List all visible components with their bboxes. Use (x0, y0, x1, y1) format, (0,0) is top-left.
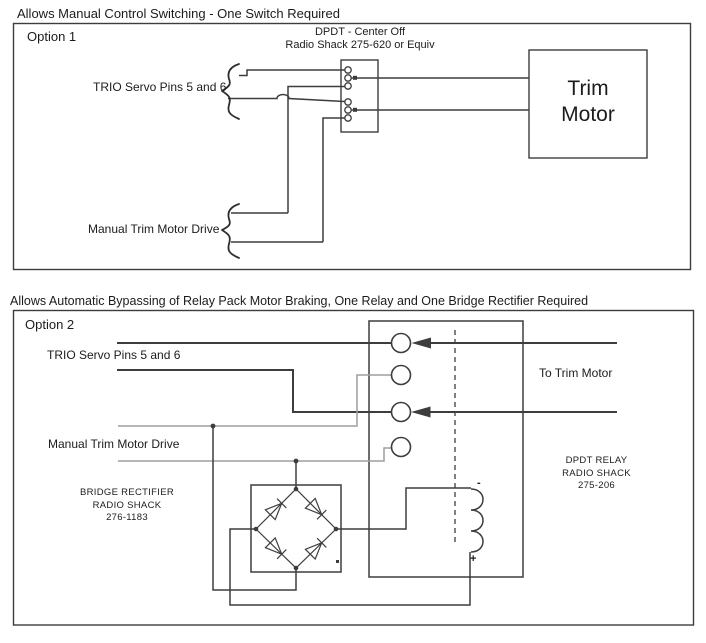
bridge-polarity-dot (336, 560, 339, 563)
bridge-rectifier-box (251, 485, 341, 572)
terminal-marker-icon (353, 76, 357, 80)
bridge-rectifier-label (52, 487, 202, 525)
bridge-node (254, 527, 259, 532)
relay-label-line2: RADIO SHACK (562, 467, 631, 479)
bridge-label-line3: 276-1183 (106, 512, 148, 523)
section2-heading: Allows Automatic Bypassing of Relay Pack Motor Braking, One Relay and One Bridge Rectifier Required (10, 294, 589, 308)
switch-label-line2: Radio Shack 275-620 or Equiv (285, 39, 435, 51)
switch-terminals (345, 67, 351, 121)
relay-label-line1: DPDT RELAY (565, 455, 628, 466)
dpdt-relay-label (524, 455, 669, 493)
arrow-left-icon (411, 407, 431, 418)
arrow-left-icon (412, 338, 432, 349)
terminal-marker-icon (353, 108, 357, 112)
manual-brace-icon (222, 204, 239, 258)
relay-label-line3: 275-206 (578, 480, 615, 491)
servo-pins-label-option1: TRIO Servo Pins 5 and 6 (93, 80, 227, 94)
relay-contacts (392, 334, 411, 457)
bridge-label-line2: RADIO SHACK (92, 499, 162, 511)
relay-coil-icon (471, 489, 483, 552)
coil-minus-sign: - (477, 477, 481, 489)
bridge-node (334, 527, 339, 532)
manual-drive-label-option1: Manual Trim Motor Drive (88, 222, 220, 236)
servo-pins-label-option2: TRIO Servo Pins 5 and 6 (47, 348, 181, 362)
bridge-node (294, 487, 299, 492)
trim-motor-label: Trim Motor (561, 77, 615, 126)
option2-label: Option 2 (25, 317, 75, 332)
option1-label: Option 1 (27, 29, 77, 44)
section1-heading: Allows Manual Control Switching - One Switch Required (17, 6, 340, 21)
manual-drive-label-option2: Manual Trim Motor Drive (48, 437, 180, 451)
switch-label-line1: DPDT - Center Off (314, 26, 406, 38)
bridge-label-line1: BRIDGE RECTIFIER (79, 487, 174, 498)
coil-plus-sign: + (470, 553, 477, 565)
bridge-node (294, 566, 299, 571)
to-trim-motor-label: To Trim Motor (539, 366, 613, 380)
dpdt-switch-label (270, 26, 450, 52)
